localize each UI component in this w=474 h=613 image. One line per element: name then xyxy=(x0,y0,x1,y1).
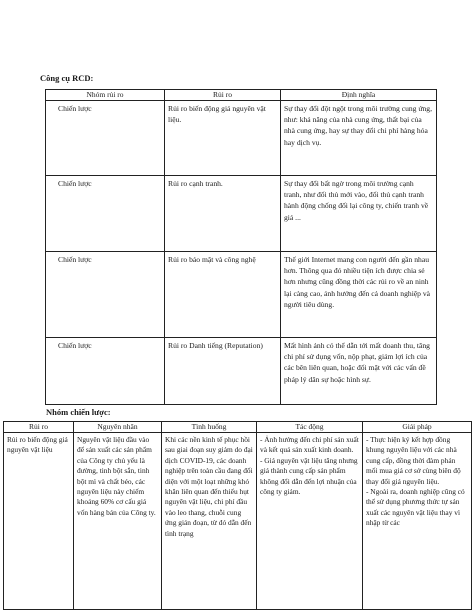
header-risk-group: Nhóm rủi ro xyxy=(46,90,165,101)
table-row xyxy=(46,101,437,176)
definition-cell: Mất hình ảnh có thể dẫn tới mất doanh thu, tăng chi phí sử dụng vốn, nộp phạt, giảm lợi ích của các bên liên quan, hoặc đối mặt với các vấn đề pháp lý dân sự hoặc hình sự. xyxy=(281,338,437,405)
table-header-row xyxy=(46,90,437,101)
definition-cell: Sự thay đổi bất ngờ trong môi trường cạnh tranh, như đối thủ mới vào, đối thủ cạnh tranh hành động chống đối lại công ty, chiến tranh về giá ... xyxy=(281,176,437,252)
header-risk: Rủi ro xyxy=(4,422,74,433)
table-header-row xyxy=(4,422,472,433)
definition-cell: Thế giới Internet mang con người đến gần nhau hơn. Thông qua đó nhiều tiện ích được chia sẻ hơn nhưng cũng đồng thời các rủi ro về an ninh lại càng cao, ảnh hưởng đến cả doanh nghiệp và người tiêu dùng. xyxy=(281,252,437,338)
solution-cell: - Thực hiện ký kết hợp đồng khung nguyên liệu với các nhà cung cấp, đồng thời đàm phán mối mua giá cơ sở cùng biên độ thay đổi giá nguyên liệu. - Ngoài ra, doanh nghiệp cũng có thể sử dụng phương thức tự sản xuất các nguyên vật liệu thay vì nhập từ các xyxy=(363,433,472,610)
rcd-heading: Công cụ RCD: xyxy=(40,73,94,83)
strategy-table xyxy=(3,421,472,610)
risk-cell: Rủi ro biến động giá nguyên vật liệu. xyxy=(165,101,281,176)
header-solution: Giải pháp xyxy=(363,422,472,433)
risk-group-cell: Chiến lược xyxy=(46,176,165,252)
definition-cell: Sự thay đổi đột ngột trong môi trường cung ứng, như: khả năng của nhà cung ứng, thất bại của nhà cung ứng, hay sự thay đổi chi phí hàng hóa hay dịch vụ. xyxy=(281,101,437,176)
impact-cell: - Ảnh hưởng đến chi phí sản xuất và kết quả sản xuất kinh doanh. - Giá nguyên vật liệu tăng nhưng giá thành cung cấp sản phẩm không đổi dẫn đến lợi nhuận của công ty giảm. xyxy=(257,433,363,610)
risk-cell: Rủi ro cạnh tranh. xyxy=(165,176,281,252)
table-row xyxy=(46,176,437,252)
table-row xyxy=(46,252,437,338)
header-definition: Định nghĩa xyxy=(281,90,437,101)
rcd-table xyxy=(45,89,437,405)
header-risk: Rủi ro xyxy=(165,90,281,101)
table-row xyxy=(4,433,472,610)
situation-cell: Khi các nền kinh tế phục hồi sau giai đoạn suy giảm do đại dịch COVID-19, các doanh nghiệp trên toàn cầu đang đối diện với một loạt những khó khăn liên quan đến thiếu hụt nguyên vật liệu, chi phí đầu vào leo thang, chuỗi cung ứng gián đoạn, từ đó dẫn đến tình trạng xyxy=(162,433,257,610)
table-row xyxy=(46,338,437,405)
risk-cell: Rủi ro biến động giá nguyên vật liệu xyxy=(4,433,74,610)
risk-cell: Rủi ro bảo mật và công nghệ xyxy=(165,252,281,338)
header-cause: Nguyên nhân xyxy=(74,422,162,433)
risk-group-cell: Chiến lược xyxy=(46,338,165,405)
risk-group-cell: Chiến lược xyxy=(46,252,165,338)
strategy-heading: Nhóm chiến lược: xyxy=(46,407,111,417)
cause-cell: Nguyên vật liệu đầu vào để sản xuất các sản phẩm của Công ty chủ yếu là đường, tinh bột sắn, tinh bột mì và chất béo, các nguyên liệu này chiếm khoảng 60% cơ cấu giá vốn hàng bán của Công ty. xyxy=(74,433,162,610)
risk-group-cell: Chiến lược xyxy=(46,101,165,176)
header-impact: Tác động xyxy=(257,422,363,433)
risk-cell: Rủi ro Danh tiếng (Reputation) xyxy=(165,338,281,405)
header-situation: Tình huống xyxy=(162,422,257,433)
